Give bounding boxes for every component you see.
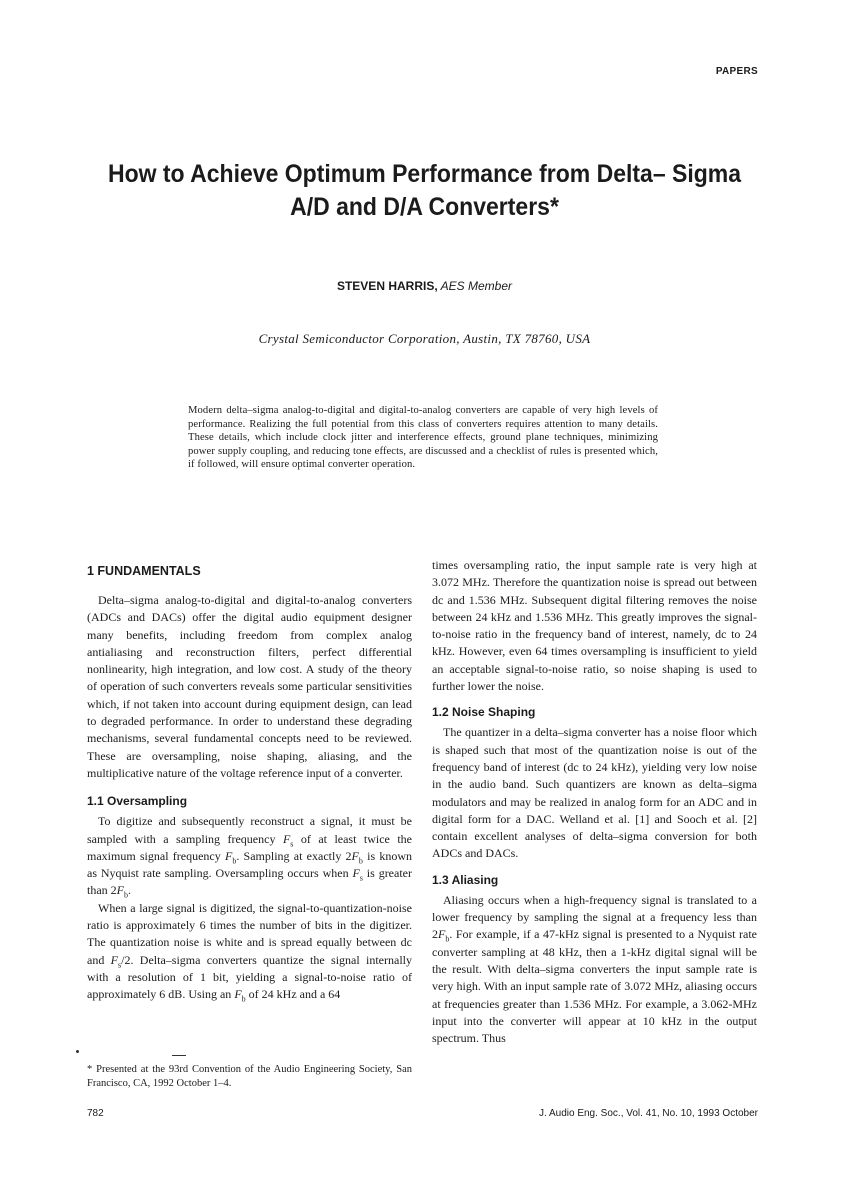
- section-tag: PAPERS: [715, 66, 758, 77]
- oversampling-paragraph-1: To digitize and subsequently reconstruct a signal, it must be sampled with a sampling frequency $F_s$ of at least twice the maximum signal frequency $F_b$. Sampling at exactly $2F_b$ is known as Nyquist rate sampling. Oversampling occurs when $F_s$ is greater than $2F_b$.: [87, 814, 413, 900]
- footnote-marker-dot: [76, 1050, 79, 1053]
- right-column: [432, 557, 757, 1047]
- aliasing-paragraph: Aliasing occurs when a high-frequency signal is translated to a lower frequency by sampling the signal at a frequency less than $2F_b$. For example, if a 47-kHz signal is presented to a Nyquist rate converter sampling at 48 kHz, then a 1-kHz digital signal will be the result. With delta–sigma converters the input sample rate is very high. With an input sample rate of 3.072 MHz, aliasing occurs at frequencies greater than 1.536 MHz. For example, a 3.062-MHz input into the converter will appear at 10 kHz in the output spectrum. Thus: [432, 892, 757, 1046]
- journal-citation: J. Audio Eng. Soc., Vol. 41, No. 10, 1993 October: [538, 1108, 758, 1119]
- section-heading-fundamentals: 1 FUNDAMENTALS: [87, 564, 201, 578]
- author-line: [0, 279, 849, 294]
- footnote-rule: [172, 1055, 186, 1056]
- affiliation: Crystal Semiconductor Corporation, Austin, TX 78760, USA: [258, 331, 591, 346]
- subsection-heading-aliasing: 1.3 Aliasing: [432, 872, 499, 887]
- left-column: [87, 563, 412, 1004]
- noise-shaping-paragraph: The quantizer in a delta–sigma converter has a noise floor which is shaped such that most of the quantization noise is out of the frequency band of interest (dc to 24 kHz), yielding very low noise in the audio band. Such quantizers are known as delta–sigma modulators and may be realized in analog form for an ADC and in digital form for a DAC. Welland et al. [1] and Sooch et al. [2] contain excellent analyses of delta–sigma conversion for both ADCs and DACs.: [432, 725, 757, 861]
- author-name: STEVEN HARRIS,: [336, 279, 438, 293]
- oversampling-paragraph-2: When a large signal is digitized, the signal-to-quantization-noise ratio is approximately 6 times the number of bits in the digitizer. The quantization noise is white and is spread equally between dc and $F_s/2$. Delta–sigma converters quantize the signal internally with a resolution of 1 bit, yielding a signal-to-noise ratio of approximately 6 dB. Using an $F_b$ of 24 kHz and a 64: [87, 900, 412, 1004]
- footnote: * Presented at the 93rd Convention of the Audio Engineering Society, San Francisco, CA, 1992 October 1–4.: [87, 1064, 412, 1089]
- continued-paragraph: times oversampling ratio, the input sample rate is very high at 3.072 MHz. Therefore the quantization noise is spread out between dc and 1.536 MHz. Subsequent digital filtering removes the noise between 24 kHz and 1.536 MHz. This greatly improves the signal-to-noise ratio in the frequency band of interest, namely, dc to 24 kHz. However, even 64 times oversampling is insufficient to yield an acceptable signal-to-noise ratio, so noise shaping is used to further lower the noise.: [432, 558, 757, 694]
- intro-paragraph: Delta–sigma analog-to-digital and digital-to-analog converters (ADCs and DACs) offer the digital audio equipment designer many benefits, including freedom from complex analog antialiasing and reconstruction filters, perfect differential nonlinearity, high integration, and low cost. A study of the theory of operation of such converters reveals some particular sensitivities which, if not taken into account during equipment design, can lead to degraded performance. In order to understand these degrading mechanisms, several fundamental concepts need to be reviewed. These are oversampling, noise shaping, aliasing, and the multiplicative nature of the voltage reference input of a converter.: [87, 593, 412, 780]
- subsection-heading-noise-shaping: 1.2 Noise Shaping: [432, 705, 536, 720]
- page-number: 782: [87, 1108, 104, 1119]
- abstract: Modern delta–sigma analog-to-digital and digital-to-analog converters are capable of very high levels of performance. Realizing the full potential from this class of converters requires attention to many details. These details, which include clock jitter and interference effects, ground plane techniques, minimizing power supply coupling, and reducing tone effects, are discussed and a checklist of rules is presented which, if followed, will ensure optimal converter operation.: [188, 405, 658, 470]
- paper-title: How to Achieve Optimum Performance from Delta– Sigma A/D and D/A Converters*: [107, 160, 742, 221]
- subsection-heading-oversampling: 1.1 Oversampling: [87, 794, 188, 809]
- author-membership: AES Member: [440, 279, 513, 293]
